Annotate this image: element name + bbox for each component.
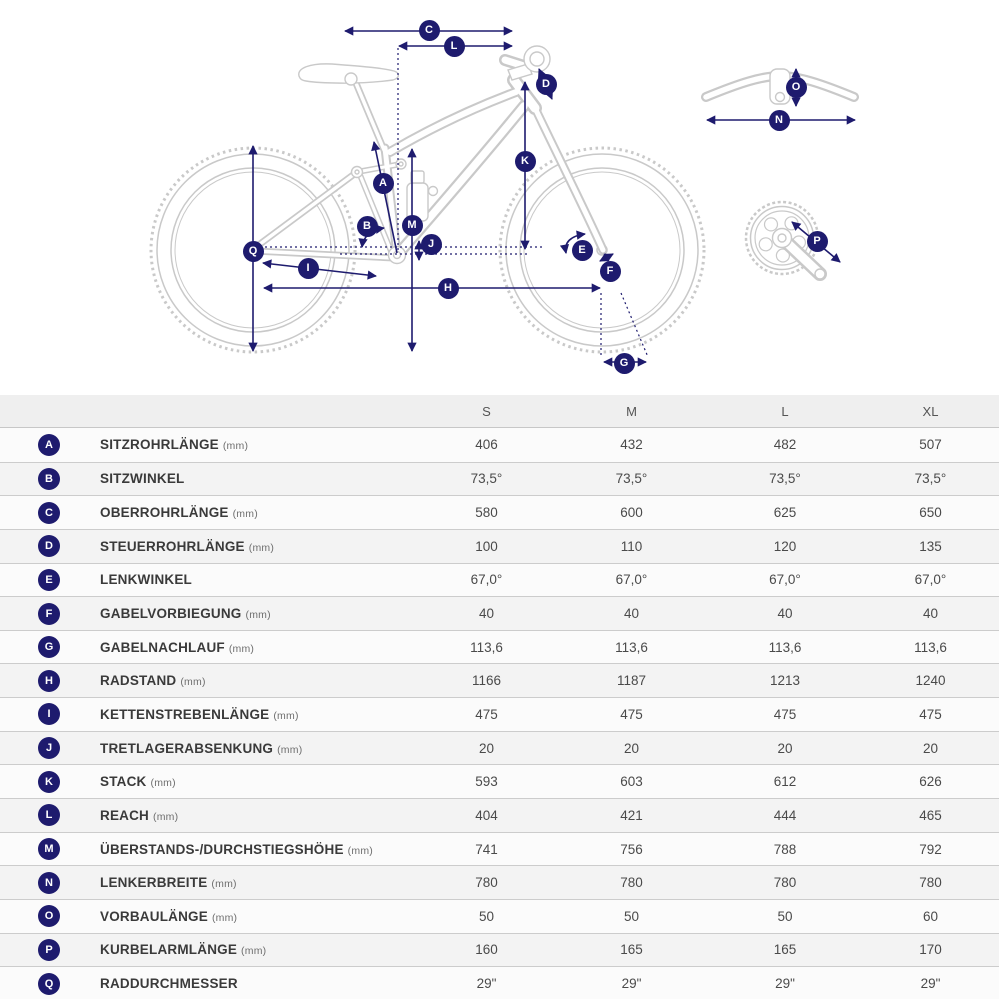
row-label: RADSTAND (mm): [100, 673, 206, 689]
row-label-cell: [0, 967, 418, 999]
cell-h-xl: 1240: [915, 673, 946, 689]
row-unit: (mm): [180, 676, 206, 689]
cell-a-xl: 507: [919, 437, 942, 453]
table-row-f: [0, 596, 999, 630]
row-label-cell: [0, 597, 418, 630]
row-unit: (mm): [211, 911, 238, 924]
cell-b-xl: 73,5°: [914, 471, 947, 487]
diagram-badge-o: O: [786, 77, 807, 98]
cell-n-m: 780: [620, 875, 643, 891]
cell-e-xl: 67,0°: [914, 572, 947, 588]
row-unit: (mm): [245, 609, 271, 622]
row-badge-q: Q: [38, 973, 60, 995]
table-row-a: [0, 428, 999, 462]
cell-k-l: 612: [773, 774, 797, 790]
row-unit: (mm): [211, 878, 237, 891]
bike-geometry-diagram: [0, 0, 999, 395]
cell-a-l: 482: [773, 437, 797, 453]
cell-k-m: 603: [620, 774, 643, 790]
cell-k-s: 593: [475, 774, 498, 790]
diagram-badge-q: Q: [243, 241, 264, 262]
row-badge-p: P: [38, 939, 60, 961]
table-row-e: [0, 563, 999, 597]
row-unit: (mm): [222, 440, 249, 453]
cell-c-xl: 650: [919, 505, 942, 521]
cell-f-xl: 40: [922, 606, 939, 622]
cell-g-xl: 113,6: [914, 639, 947, 655]
diagram-badge-m: M: [402, 215, 423, 236]
cell-p-s: 160: [475, 942, 498, 958]
diagram-badge-b: B: [357, 216, 378, 237]
cell-l-l: 444: [773, 807, 797, 823]
cell-e-m: 67,0°: [615, 572, 648, 588]
table-row-p: [0, 933, 999, 967]
cell-k-xl: 626: [919, 774, 942, 790]
cell-b-l: 73,5°: [769, 471, 801, 487]
row-label: SITZROHRLÄNGE (mm): [100, 437, 249, 453]
size-header-s: S: [482, 403, 491, 419]
table-row-n: [0, 865, 999, 899]
cell-o-m: 50: [623, 908, 640, 924]
table-row-j: [0, 731, 999, 765]
diagram-badge-a: A: [373, 173, 394, 194]
cell-p-m: 165: [620, 942, 643, 958]
row-label: TRETLAGERABSENKUNG (mm): [100, 740, 303, 756]
cell-l-m: 421: [620, 807, 643, 823]
handlebar-detail: [706, 69, 854, 104]
table-row-g: [0, 630, 999, 664]
size-header-xl: XL: [922, 403, 939, 419]
cell-d-m: 110: [620, 538, 643, 554]
cell-i-s: 475: [475, 706, 498, 722]
row-unit: (mm): [153, 810, 179, 823]
table-row-h: [0, 663, 999, 697]
row-label-cell: [0, 934, 418, 967]
table-row-q: [0, 966, 999, 999]
row-label-cell: [0, 496, 418, 529]
row-unit: (mm): [241, 945, 267, 958]
cell-o-l: 50: [777, 908, 793, 924]
row-badge-n: N: [38, 872, 60, 894]
cell-f-m: 40: [623, 606, 640, 622]
cell-e-s: 67,0°: [470, 572, 503, 588]
table-header-row: [0, 395, 999, 428]
cell-o-xl: 60: [922, 908, 939, 924]
row-label: GABELVORBIEGUNG (mm): [100, 606, 271, 622]
row-unit: (mm): [277, 743, 303, 756]
row-label-cell: [0, 799, 418, 832]
cell-g-s: 113,6: [470, 639, 503, 655]
row-label: OBERROHRLÄNGE (mm): [100, 505, 258, 521]
cell-o-s: 50: [478, 908, 495, 924]
cell-j-m: 20: [623, 740, 640, 756]
cell-h-l: 1213: [769, 673, 801, 689]
diagram-badge-i: I: [298, 258, 319, 279]
row-unit: (mm): [228, 642, 255, 655]
diagram-badge-h: H: [438, 278, 459, 299]
row-badge-g: G: [38, 636, 60, 658]
table-row-b: [0, 462, 999, 496]
diagram-badge-n: N: [769, 110, 790, 131]
cell-j-l: 20: [777, 740, 793, 756]
cell-m-m: 756: [620, 841, 643, 857]
cell-c-s: 580: [475, 505, 498, 521]
cell-n-l: 780: [773, 875, 797, 891]
diagram-badge-k: K: [515, 151, 536, 172]
cell-p-xl: 170: [919, 942, 942, 958]
cell-l-xl: 465: [919, 807, 942, 823]
row-label: LENKWINKEL: [100, 572, 192, 588]
row-label-cell: [0, 564, 418, 597]
row-label-cell: [0, 428, 418, 462]
row-badge-l: L: [38, 804, 60, 826]
row-label-cell: [0, 732, 418, 765]
row-label: GABELNACHLAUF (mm): [100, 639, 255, 655]
row-label: SITZWINKEL: [100, 471, 185, 487]
row-label: REACH (mm): [100, 807, 179, 823]
row-label-cell: [0, 631, 418, 664]
cell-m-xl: 792: [919, 841, 942, 857]
row-label: ÜBERSTANDS-/DURCHSTIEGSHÖHE (mm): [100, 841, 373, 857]
cell-a-m: 432: [620, 437, 643, 453]
table-row-d: [0, 529, 999, 563]
row-label-cell: [0, 698, 418, 731]
row-unit: (mm): [150, 777, 176, 790]
row-label-cell: [0, 664, 418, 697]
cell-b-m: 73,5°: [615, 471, 648, 487]
cell-a-s: 406: [475, 437, 498, 453]
row-unit: (mm): [347, 844, 373, 857]
row-badge-j: J: [38, 737, 60, 759]
cell-l-s: 404: [475, 807, 498, 823]
row-unit: (mm): [273, 709, 299, 722]
table-row-i: [0, 697, 999, 731]
cell-i-m: 475: [620, 706, 643, 722]
size-header-l: L: [781, 403, 789, 419]
cell-g-m: 113,6: [615, 639, 648, 655]
row-label: KURBELARMLÄNGE (mm): [100, 942, 267, 958]
diagram-badge-g: G: [614, 353, 635, 374]
row-badge-h: H: [38, 670, 60, 692]
cell-c-m: 600: [620, 505, 643, 521]
cell-f-s: 40: [478, 606, 495, 622]
row-label: VORBAULÄNGE (mm): [100, 908, 238, 924]
table-row-o: [0, 899, 999, 933]
row-label-cell: [0, 530, 418, 563]
table-body: [0, 428, 999, 999]
cell-h-s: 1166: [471, 673, 502, 689]
row-label-cell: [0, 833, 418, 866]
size-header-m: M: [626, 403, 637, 419]
table-row-k: [0, 764, 999, 798]
cell-n-s: 780: [475, 875, 498, 891]
cell-q-m: 29": [621, 976, 642, 992]
row-badge-b: B: [38, 468, 60, 490]
row-label: STACK (mm): [100, 774, 176, 790]
table-row-m: [0, 832, 999, 866]
cell-q-xl: 29": [920, 976, 941, 992]
diagram-badge-d: D: [536, 74, 557, 95]
header-label-spacer: [0, 395, 418, 427]
bike-diagram-svg: [0, 0, 999, 395]
row-label: KETTENSTREBENLÄNGE (mm): [100, 706, 299, 722]
cell-d-xl: 135: [919, 538, 942, 554]
diagram-badge-j: J: [421, 234, 442, 255]
diagram-badge-p: P: [807, 231, 828, 252]
row-badge-f: F: [38, 603, 60, 625]
geometry-table: [0, 395, 999, 999]
cell-i-l: 475: [773, 706, 797, 722]
cell-e-l: 67,0°: [769, 572, 801, 588]
row-label: LENKERBREITE (mm): [100, 875, 237, 891]
cell-m-l: 788: [773, 841, 797, 857]
diagram-badge-f: F: [600, 261, 621, 282]
row-badge-d: D: [38, 535, 60, 557]
row-unit: (mm): [248, 541, 275, 554]
diagram-badge-l: L: [444, 36, 465, 57]
cell-p-l: 165: [773, 942, 797, 958]
row-unit: (mm): [232, 508, 258, 521]
row-badge-c: C: [38, 502, 60, 524]
row-label-cell: [0, 765, 418, 798]
cell-j-xl: 20: [922, 740, 939, 756]
cell-d-s: 100: [475, 538, 498, 554]
cell-i-xl: 475: [919, 706, 942, 722]
cell-j-s: 20: [478, 740, 495, 756]
cell-g-l: 113,6: [768, 639, 802, 655]
cell-m-s: 741: [475, 841, 498, 857]
row-label-cell: [0, 900, 418, 933]
row-badge-a: A: [38, 434, 60, 456]
cell-h-m: 1187: [616, 673, 647, 689]
row-label-cell: [0, 463, 418, 496]
cell-f-l: 40: [777, 606, 793, 622]
row-label-cell: [0, 866, 418, 899]
cell-d-l: 120: [773, 538, 797, 554]
row-badge-k: K: [38, 771, 60, 793]
cell-b-s: 73,5°: [470, 471, 503, 487]
row-badge-m: M: [38, 838, 60, 860]
table-row-c: [0, 495, 999, 529]
row-badge-e: E: [38, 569, 60, 591]
cell-n-xl: 780: [919, 875, 942, 891]
cell-q-s: 29": [476, 976, 497, 992]
cell-q-l: 29": [775, 976, 795, 992]
table-row-l: [0, 798, 999, 832]
row-label: RADDURCHMESSER: [100, 976, 238, 992]
diagram-badge-c: C: [419, 20, 440, 41]
row-badge-i: I: [38, 703, 60, 725]
row-badge-o: O: [38, 905, 60, 927]
row-label: STEUERROHRLÄNGE (mm): [100, 538, 275, 554]
diagram-badge-e: E: [572, 240, 593, 261]
cell-c-l: 625: [773, 505, 797, 521]
